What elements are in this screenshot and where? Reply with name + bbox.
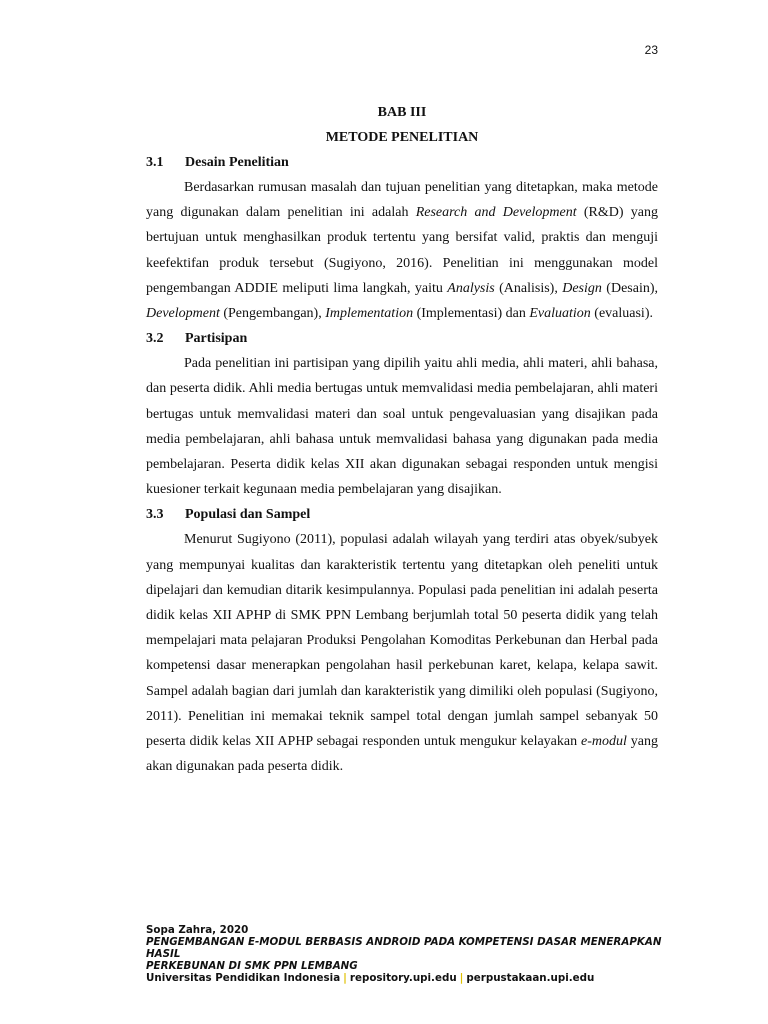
section-paragraph: [146, 351, 658, 502]
document-body: [146, 100, 658, 779]
text-run: (R&D) yang bertujuan untuk menghasilkan produk tertentu yang bersifat valid, praktis dan menguji keefektifan produk tersebut (Sugiyono, 2016). Penelitian ini menggunakan model pengembangan ADDIE meliputi lima langkah, yaitu: [146, 205, 658, 296]
section-heading: [146, 502, 658, 527]
section-paragraph: [146, 527, 658, 779]
section-paragraph: [146, 175, 658, 326]
section-3-3: [146, 502, 658, 779]
text-run: (evaluasi).: [590, 306, 653, 322]
footer-library-link[interactable]: perpustakaan.upi.edu: [466, 972, 595, 984]
chapter-title: BAB III: [377, 105, 427, 120]
italic-term: Development: [146, 306, 220, 322]
italic-term: e-modul: [581, 734, 627, 750]
section-number: 3.1: [146, 155, 164, 170]
section-title: Desain Penelitian: [185, 155, 289, 170]
italic-term: Evaluation: [529, 306, 591, 322]
text-run: Pada penelitian ini partisipan yang dipilih yaitu ahli media, ahli materi, ahli bahasa, dan peserta didik. Ahli media bertugas untuk memvalidasi media pembelajaran, ahli materi bertugas untuk memvalidasi materi dan soal untuk pengevaluasian yang disajikan pada media pembelajaran, ahli bahasa untuk memvalidasi bahasa yang digunakan pada media pembelajaran. Peserta didik kelas XII akan digunakan sebagai responden untuk mengisi kuesioner terkait kegunaan media pembelajaran yang disajikan.: [146, 356, 658, 498]
footer-separator: |: [459, 972, 464, 984]
footer-separator: |: [343, 972, 347, 984]
page-number: 23: [644, 43, 658, 57]
footer-title-line1: PENGEMBANGAN E-MODUL BERBASIS ANDROID PADA KOMPETENSI DASAR MENERAPKAN HASIL: [146, 936, 662, 960]
italic-term: Analysis: [447, 280, 495, 296]
section-number: 3.3: [146, 507, 164, 523]
italic-term: Implementation: [325, 306, 414, 322]
page-footer: [146, 924, 666, 984]
footer-title-line2: PERKEBUNAN DI SMK PPN LEMBANG: [146, 960, 358, 972]
text-run: (Implementasi) dan: [413, 306, 530, 322]
section-3-1: [146, 150, 658, 326]
italic-term: Research and Development: [415, 205, 577, 221]
footer-author: Sopa Zahra, 2020: [146, 924, 249, 936]
footer-university: Universitas Pendidikan Indonesia: [146, 972, 341, 984]
section-heading: [146, 326, 658, 351]
text-run: (Analisis),: [494, 280, 563, 296]
footer-repository-link[interactable]: repository.upi.edu: [349, 972, 457, 984]
footer-links: [146, 972, 666, 984]
text-run: yang akan digunakan pada peserta didik.: [146, 734, 658, 775]
text-run: Menurut Sugiyono (2011), populasi adalah wilayah yang terdiri atas obyek/subyek yang mempunyai kualitas dan karakteristik tertentu yang ditetapkan oleh peneliti untuk dipelajari dan kemudian ditarik kesimpulannya. Populasi pada penelitian ini adalah peserta didik kelas XII APHP di SMK PPN Lembang berjumlah total 50 peserta didik yang telah mempelajari mata pelajaran Produksi Pengolahan Komoditas Perkebunan dan Herbal pada kompetensi dasar menerapkan pengolahan hasil perkebunan karet, kelapa, kelapa sawit. Sampel adalah bagian dari jumlah dan karakteristik yang dimiliki oleh populasi (Sugiyono, 2011). Penelitian ini memakai teknik sampel total dengan jumlah sampel sebanyak 50 peserta didik kelas XII APHP sebagai responden untuk mengukur kelayakan: [146, 532, 658, 750]
chapter-subtitle: METODE PENELITIAN: [325, 130, 479, 145]
section-heading: [146, 150, 658, 175]
italic-term: Design: [562, 280, 602, 296]
section-3-2: [146, 326, 658, 502]
section-title: Partisipan: [185, 331, 248, 347]
text-run: (Pengembangan),: [219, 306, 326, 322]
section-title: Populasi dan Sampel: [185, 507, 311, 523]
text-run: (Desain),: [601, 280, 659, 296]
text-run: Berdasarkan rumusan masalah dan tujuan penelitian yang ditetapkan, maka metode yang digunakan dalam penelitian ini adalah: [146, 180, 658, 221]
section-number: 3.2: [146, 331, 164, 347]
